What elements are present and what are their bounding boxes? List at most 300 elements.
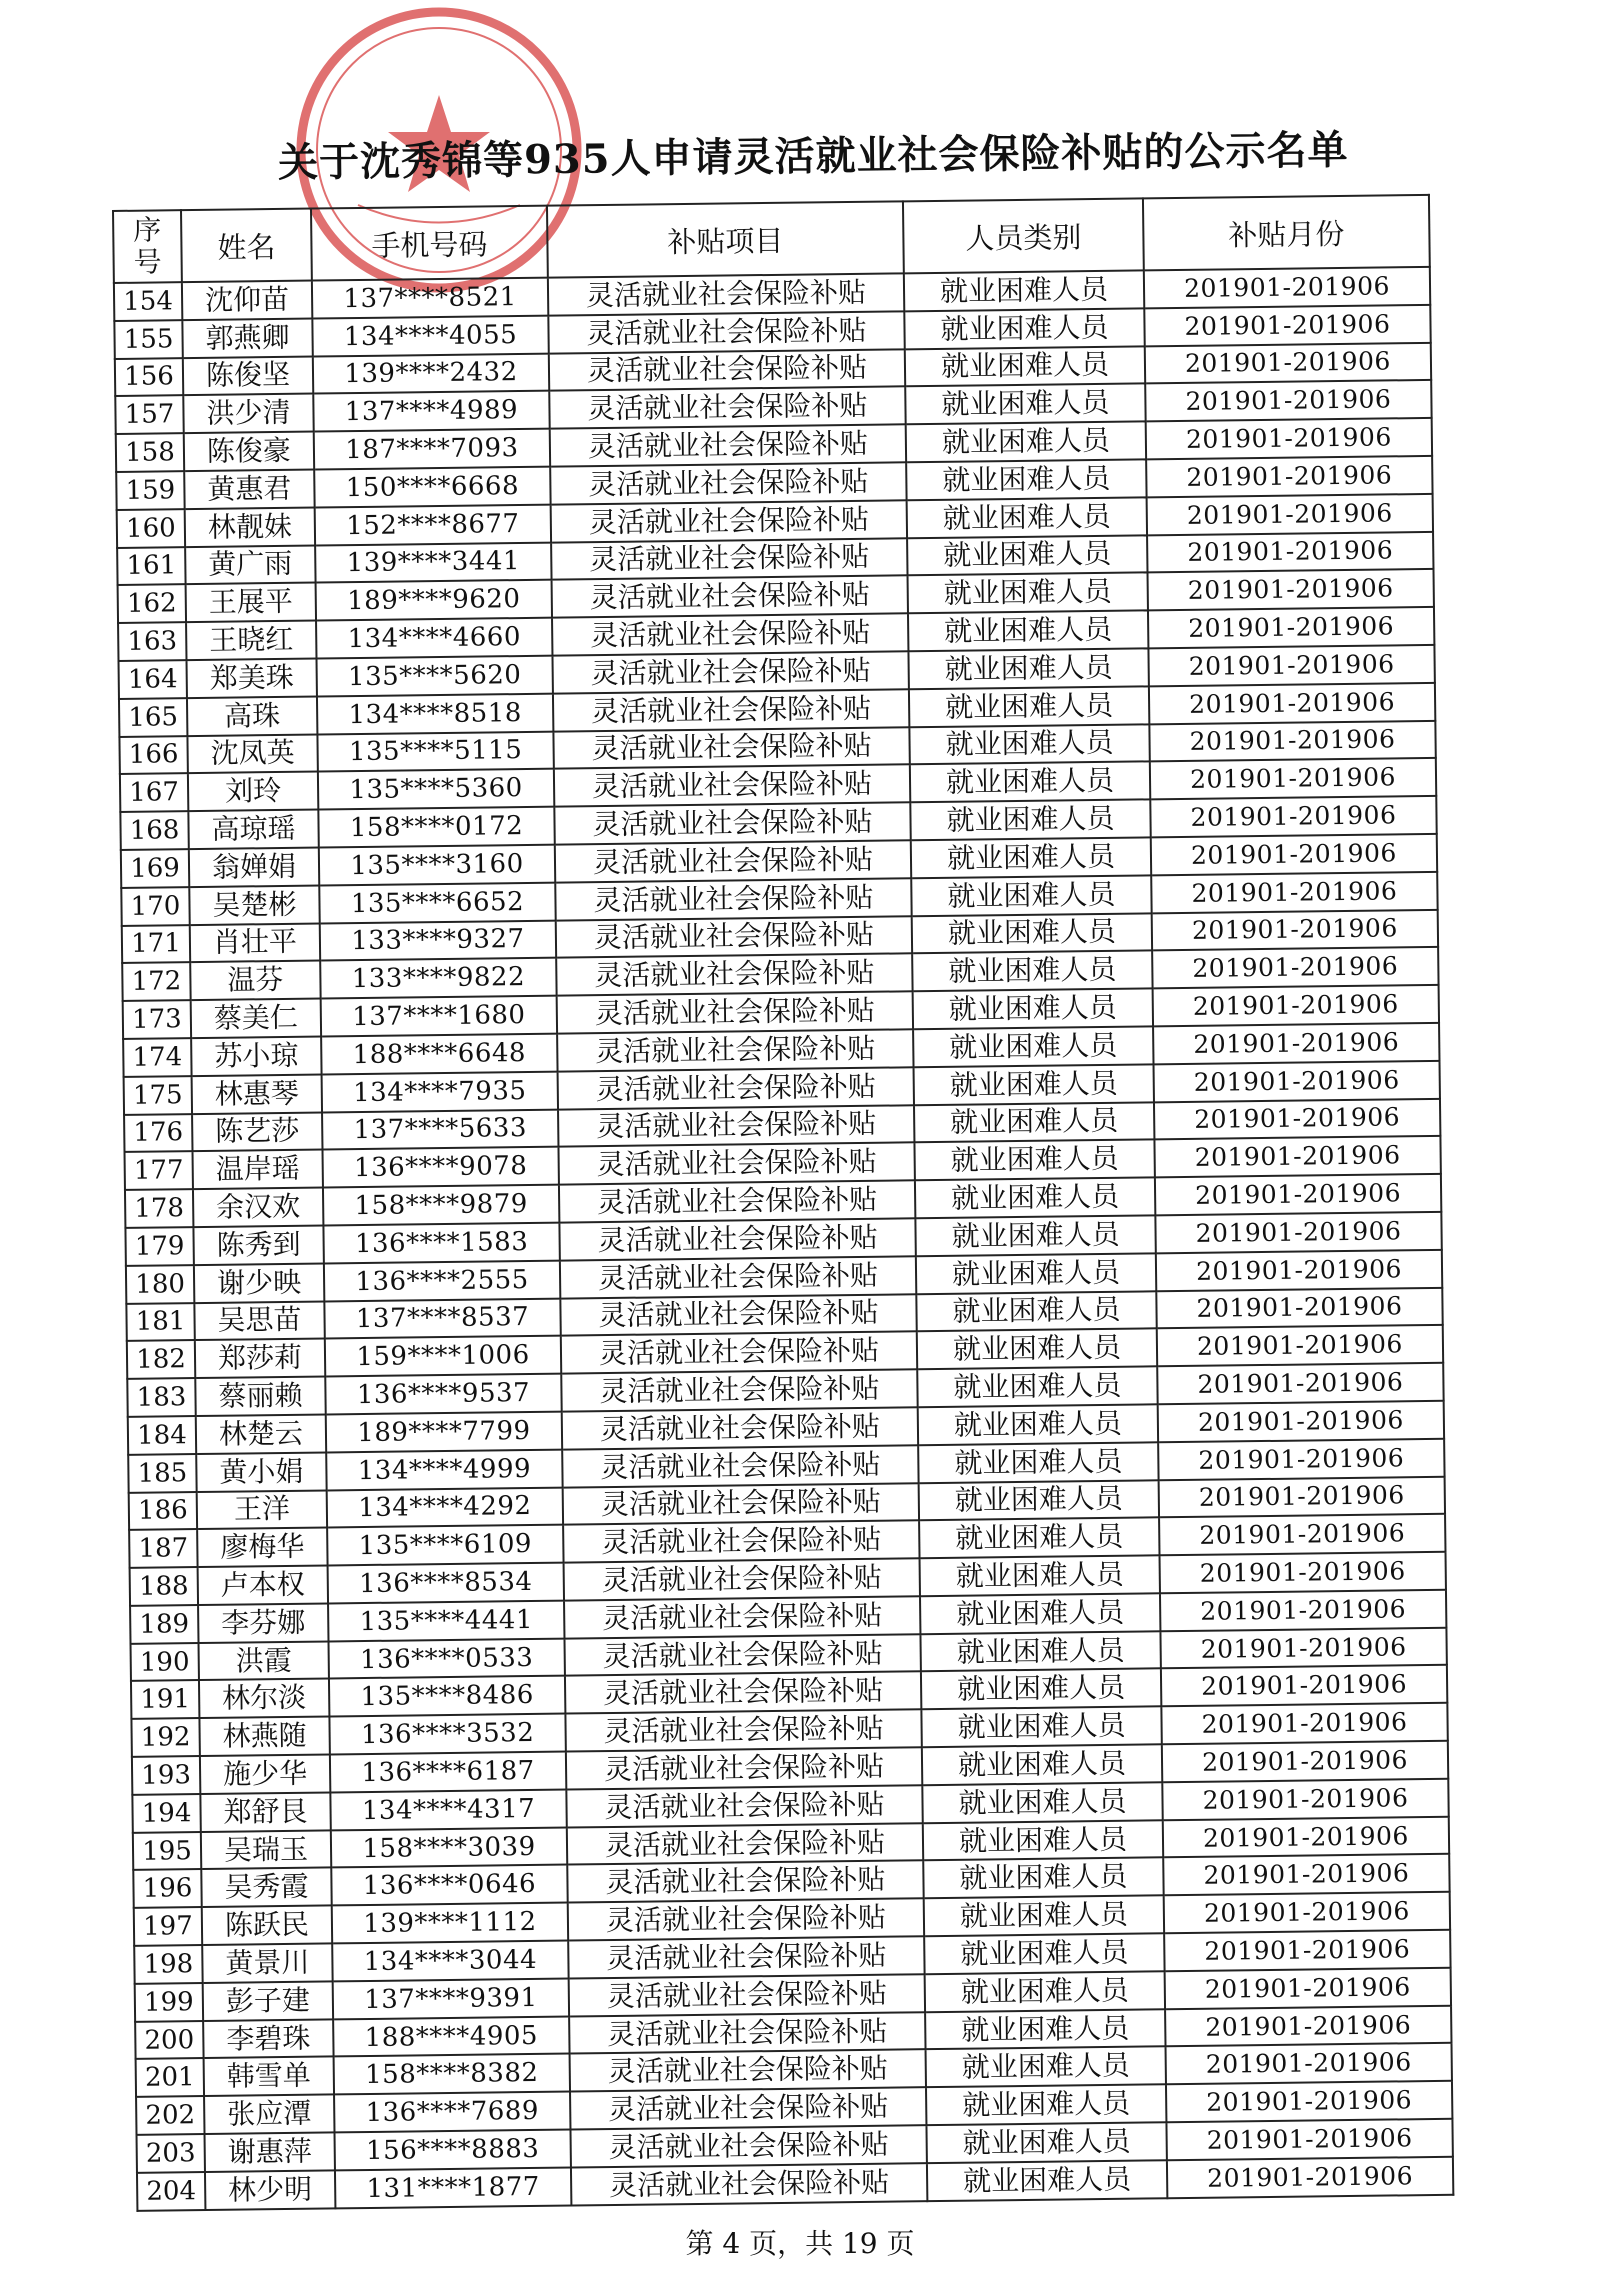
cell-phone: 135****6109 xyxy=(327,1525,563,1566)
cell-item: 灵活就业社会保险补贴 xyxy=(549,387,905,429)
cell-period: 201901-201906 xyxy=(1154,1136,1440,1177)
cell-item: 灵活就业社会保险补贴 xyxy=(558,1105,914,1147)
cell-item: 灵活就业社会保险补贴 xyxy=(552,651,908,693)
header-phone: 手机号码 xyxy=(311,206,548,281)
cell-name: 郑美珠 xyxy=(187,659,317,698)
cell-type: 就业困难人员 xyxy=(908,648,1148,689)
header-name: 姓名 xyxy=(181,209,312,283)
cell-period: 201901-201906 xyxy=(1161,1665,1447,1706)
cell-phone: 135****3160 xyxy=(319,845,555,886)
cell-phone: 131****1877 xyxy=(335,2167,571,2208)
cell-phone: 134****8518 xyxy=(317,693,553,734)
cell-phone: 134****4055 xyxy=(312,315,548,356)
cell-phone: 156****8883 xyxy=(335,2130,571,2171)
cell-name: 林惠琴 xyxy=(192,1074,322,1113)
cell-seq: 161 xyxy=(117,547,185,586)
cell-phone: 134****7935 xyxy=(322,1071,558,1112)
cell-item: 灵活就业社会保险补贴 xyxy=(555,840,911,882)
cell-seq: 197 xyxy=(134,1907,202,1946)
cell-name: 廖梅华 xyxy=(197,1528,327,1567)
header-period: 补贴月份 xyxy=(1143,195,1430,270)
cell-period: 201901-201906 xyxy=(1151,834,1437,875)
cell-seq: 168 xyxy=(120,811,188,850)
cell-phone: 158****9879 xyxy=(323,1185,559,1226)
cell-item: 灵活就业社会保险补贴 xyxy=(557,991,913,1033)
cell-type: 就业困难人员 xyxy=(908,611,1148,652)
cell-seq: 175 xyxy=(124,1076,192,1115)
cell-name: 沈凤英 xyxy=(187,734,317,773)
cell-period: 201901-201906 xyxy=(1147,531,1433,572)
cell-period: 201901-201906 xyxy=(1166,2119,1452,2160)
cell-name: 黄惠君 xyxy=(184,470,314,509)
cell-type: 就业困难人员 xyxy=(908,573,1148,614)
cell-period: 201901-201906 xyxy=(1153,1023,1439,1064)
cell-phone: 137****4989 xyxy=(313,391,549,432)
cell-seq: 193 xyxy=(132,1756,200,1795)
cell-type: 就业困难人员 xyxy=(916,1253,1156,1294)
cell-phone: 136****2555 xyxy=(324,1260,560,1301)
cell-period: 201901-201906 xyxy=(1167,2157,1453,2198)
cell-item: 灵活就业社会保险补贴 xyxy=(562,1445,918,1487)
cell-phone: 134****3044 xyxy=(332,1941,568,1982)
cell-name: 陈跃民 xyxy=(202,1906,332,1945)
cell-phone: 135****6652 xyxy=(319,882,555,923)
cell-period: 201901-201906 xyxy=(1155,1212,1441,1253)
cell-item: 灵活就业社会保险补贴 xyxy=(554,802,910,844)
cell-phone: 134****4999 xyxy=(326,1449,562,1490)
cell-period: 201901-201906 xyxy=(1146,456,1432,497)
cell-item: 灵活就业社会保险补贴 xyxy=(563,1483,919,1525)
cell-seq: 157 xyxy=(115,396,183,435)
cell-item: 灵活就业社会保险补贴 xyxy=(563,1521,919,1563)
cell-type: 就业困难人员 xyxy=(905,384,1145,425)
cell-seq: 171 xyxy=(122,925,190,964)
cell-seq: 203 xyxy=(137,2134,205,2173)
cell-type: 就业困难人员 xyxy=(923,1820,1163,1861)
cell-phone: 150****6668 xyxy=(314,467,550,508)
cell-type: 就业困难人员 xyxy=(915,1215,1155,1256)
cell-phone: 187****7093 xyxy=(314,429,550,470)
cell-type: 就业困难人员 xyxy=(912,951,1152,992)
cell-period: 201901-201906 xyxy=(1159,1476,1445,1517)
cell-phone: 139****1112 xyxy=(332,1903,568,1944)
cell-period: 201901-201906 xyxy=(1158,1439,1444,1480)
cell-type: 就业困难人员 xyxy=(926,2122,1166,2163)
cell-type: 就业困难人员 xyxy=(921,1707,1161,1748)
cell-phone: 136****7689 xyxy=(334,2092,570,2133)
cell-name: 吴楚彬 xyxy=(189,885,319,924)
cell-seq: 190 xyxy=(131,1643,199,1682)
cell-period: 201901-201906 xyxy=(1160,1590,1446,1631)
cell-name: 王展平 xyxy=(186,583,316,622)
cell-type: 就业困难人员 xyxy=(910,762,1150,803)
cell-name: 高珠 xyxy=(187,696,317,735)
roster-table-wrapper xyxy=(112,194,1452,2212)
cell-phone: 136****1583 xyxy=(323,1223,559,1264)
cell-period: 201901-201906 xyxy=(1152,947,1438,988)
cell-name: 吴思苗 xyxy=(194,1301,324,1340)
cell-item: 灵活就业社会保险补贴 xyxy=(569,2012,925,2054)
cell-item: 灵活就业社会保险补贴 xyxy=(548,311,904,353)
cell-period: 201901-201906 xyxy=(1147,494,1433,535)
cell-item: 灵活就业社会保险补贴 xyxy=(565,1672,921,1714)
cell-item: 灵活就业社会保险补贴 xyxy=(551,500,907,542)
cell-period: 201901-201906 xyxy=(1144,267,1430,308)
cell-item: 灵活就业社会保险补贴 xyxy=(567,1823,923,1865)
cell-period: 201901-201906 xyxy=(1161,1703,1447,1744)
cell-phone: 136****8534 xyxy=(328,1563,564,1604)
cell-name: 陈俊坚 xyxy=(183,356,313,395)
cell-phone: 135****5620 xyxy=(316,656,552,697)
cell-seq: 187 xyxy=(129,1529,197,1568)
cell-type: 就业困难人员 xyxy=(916,1291,1156,1332)
cell-name: 翁婵娟 xyxy=(189,847,319,886)
cell-name: 郑莎莉 xyxy=(195,1339,325,1378)
cell-name: 施少华 xyxy=(200,1755,330,1794)
cell-phone: 139****3441 xyxy=(315,542,551,583)
cell-period: 201901-201906 xyxy=(1156,1250,1442,1291)
cell-name: 林尔淡 xyxy=(199,1679,329,1718)
cell-type: 就业困难人员 xyxy=(906,422,1146,463)
cell-name: 肖壮平 xyxy=(190,923,320,962)
cell-type: 就业困难人员 xyxy=(911,875,1151,916)
cell-phone: 158****0172 xyxy=(318,807,554,848)
cell-period: 201901-201906 xyxy=(1152,909,1438,950)
cell-name: 黄小娟 xyxy=(196,1452,326,1491)
cell-item: 灵活就业社会保险补贴 xyxy=(561,1369,917,1411)
cell-name: 苏小琼 xyxy=(191,1036,321,1075)
cell-phone: 189****7799 xyxy=(326,1412,562,1453)
cell-type: 就业困难人员 xyxy=(904,308,1144,349)
cell-phone: 137****1680 xyxy=(321,996,557,1037)
cell-name: 王洋 xyxy=(197,1490,327,1529)
cell-type: 就业困难人员 xyxy=(909,724,1149,765)
cell-name: 李芬娜 xyxy=(198,1603,328,1642)
cell-item: 灵活就业社会保险补贴 xyxy=(567,1861,923,1903)
cell-period: 201901-201906 xyxy=(1154,1061,1440,1102)
cell-name: 郭燕卿 xyxy=(182,318,312,357)
cell-type: 就业困难人员 xyxy=(924,1933,1164,1974)
cell-name: 郑舒艮 xyxy=(200,1792,330,1831)
cell-period: 201901-201906 xyxy=(1156,1287,1442,1328)
cell-phone: 136****3532 xyxy=(329,1714,565,1755)
cell-item: 灵活就业社会保险补贴 xyxy=(552,576,908,618)
cell-seq: 154 xyxy=(114,282,182,321)
cell-period: 201901-201906 xyxy=(1148,645,1434,686)
cell-seq: 173 xyxy=(123,1000,191,1039)
cell-name: 李碧珠 xyxy=(203,2019,333,2058)
cell-name: 林楚云 xyxy=(196,1414,326,1453)
cell-period: 201901-201906 xyxy=(1148,607,1434,648)
cell-seq: 162 xyxy=(118,585,186,624)
table-body xyxy=(114,267,1453,2211)
cell-type: 就业困难人员 xyxy=(917,1366,1157,1407)
cell-phone: 188****6648 xyxy=(321,1034,557,1075)
cell-period: 201901-201906 xyxy=(1149,720,1435,761)
cell-name: 温岸瑶 xyxy=(193,1150,323,1189)
cell-type: 就业困难人员 xyxy=(914,1140,1154,1181)
cell-item: 灵活就业社会保险补贴 xyxy=(553,689,909,731)
cell-item: 灵活就业社会保险补贴 xyxy=(566,1747,922,1789)
cell-item: 灵活就业社会保险补贴 xyxy=(570,2125,926,2167)
cell-type: 就业困难人员 xyxy=(910,800,1150,841)
cell-seq: 165 xyxy=(119,698,187,737)
cell-period: 201901-201906 xyxy=(1155,1174,1441,1215)
cell-name: 陈俊豪 xyxy=(184,432,314,471)
cell-period: 201901-201906 xyxy=(1145,380,1431,421)
cell-seq: 155 xyxy=(114,320,182,359)
cell-type: 就业困难人员 xyxy=(925,1971,1165,2012)
cell-seq: 196 xyxy=(133,1870,201,1909)
cell-phone: 188****4905 xyxy=(333,2016,569,2057)
roster-table xyxy=(112,194,1454,2212)
cell-seq: 164 xyxy=(119,660,187,699)
cell-name: 洪少清 xyxy=(183,394,313,433)
cell-item: 灵活就业社会保险补贴 xyxy=(571,2163,927,2205)
cell-item: 灵活就业社会保险补贴 xyxy=(550,425,906,467)
cell-seq: 172 xyxy=(122,962,190,1001)
cell-seq: 179 xyxy=(125,1227,193,1266)
header-seq-line1: 序 xyxy=(133,213,162,247)
cell-name: 吴瑞玉 xyxy=(201,1830,331,1869)
cell-period: 201901-201906 xyxy=(1158,1401,1444,1442)
cell-seq: 178 xyxy=(125,1189,193,1228)
cell-item: 灵活就业社会保险补贴 xyxy=(568,1898,924,1940)
cell-phone: 152****8677 xyxy=(315,504,551,545)
cell-seq: 177 xyxy=(125,1151,193,1190)
cell-seq: 183 xyxy=(127,1378,195,1417)
cell-item: 灵活就业社会保险补贴 xyxy=(566,1785,922,1827)
cell-item: 灵活就业社会保险补贴 xyxy=(555,878,911,920)
cell-type: 就业困难人员 xyxy=(920,1631,1160,1672)
cell-name: 陈艺莎 xyxy=(192,1112,322,1151)
cell-period: 201901-201906 xyxy=(1146,418,1432,459)
cell-type: 就业困难人员 xyxy=(922,1744,1162,1785)
cell-phone: 137****8521 xyxy=(312,278,548,319)
cell-item: 灵活就业社会保险补贴 xyxy=(556,916,912,958)
cell-phone: 137****9391 xyxy=(333,1978,569,2019)
cell-name: 高琼瑶 xyxy=(188,810,318,849)
cell-item: 灵活就业社会保险补贴 xyxy=(552,613,908,655)
cell-type: 就业困难人员 xyxy=(913,988,1153,1029)
cell-seq: 163 xyxy=(118,622,186,661)
cell-phone: 136****0533 xyxy=(329,1638,565,1679)
cell-seq: 195 xyxy=(133,1832,201,1871)
cell-type: 就业困难人员 xyxy=(907,497,1147,538)
cell-phone: 158****8382 xyxy=(334,2054,570,2095)
header-seq xyxy=(113,210,182,283)
cell-phone: 133****9822 xyxy=(320,958,556,999)
cell-phone: 134****4317 xyxy=(330,1789,566,1830)
cell-seq: 200 xyxy=(135,2021,203,2060)
cell-seq: 180 xyxy=(126,1265,194,1304)
cell-name: 蔡丽赖 xyxy=(195,1377,325,1416)
cell-phone: 136****9537 xyxy=(325,1374,561,1415)
cell-type: 就业困难人员 xyxy=(905,346,1145,387)
cell-period: 201901-201906 xyxy=(1157,1363,1443,1404)
cell-seq: 166 xyxy=(119,736,187,775)
cell-name: 卢本权 xyxy=(198,1566,328,1605)
cell-period: 201901-201906 xyxy=(1163,1854,1449,1895)
cell-type: 就业困难人员 xyxy=(917,1329,1157,1370)
cell-seq: 156 xyxy=(115,358,183,397)
cell-seq: 160 xyxy=(117,509,185,548)
cell-type: 就业困难人员 xyxy=(914,1102,1154,1143)
cell-item: 灵活就业社会保险补贴 xyxy=(564,1558,920,1600)
cell-type: 就业困难人员 xyxy=(926,2085,1166,2126)
cell-seq: 158 xyxy=(116,433,184,472)
cell-name: 洪霞 xyxy=(199,1641,329,1680)
cell-item: 灵活就业社会保险补贴 xyxy=(564,1596,920,1638)
cell-period: 201901-201906 xyxy=(1157,1325,1443,1366)
cell-item: 灵活就业社会保险补贴 xyxy=(553,727,909,769)
cell-item: 灵活就业社会保险补贴 xyxy=(560,1256,916,1298)
cell-period: 201901-201906 xyxy=(1162,1741,1448,1782)
cell-seq: 167 xyxy=(120,773,188,812)
cell-name: 王晓红 xyxy=(186,621,316,660)
cell-period: 201901-201906 xyxy=(1154,1098,1440,1139)
cell-type: 就业困难人员 xyxy=(920,1555,1160,1596)
cell-type: 就业困难人员 xyxy=(919,1480,1159,1521)
cell-seq: 204 xyxy=(137,2172,205,2211)
cell-phone: 137****8537 xyxy=(324,1298,560,1339)
header-seq-line2: 号 xyxy=(133,245,162,279)
cell-name: 林燕随 xyxy=(199,1717,329,1756)
header-item: 补贴项目 xyxy=(547,201,904,277)
cell-item: 灵活就业社会保险补贴 xyxy=(550,462,906,504)
cell-seq: 185 xyxy=(128,1454,196,1493)
header-type: 人员类别 xyxy=(903,198,1144,273)
cell-item: 灵活就业社会保险补贴 xyxy=(549,349,905,391)
cell-type: 就业困难人员 xyxy=(912,913,1152,954)
cell-seq: 174 xyxy=(123,1038,191,1077)
cell-period: 201901-201906 xyxy=(1149,683,1435,724)
cell-period: 201901-201906 xyxy=(1162,1779,1448,1820)
cell-phone: 136****9078 xyxy=(322,1147,558,1188)
cell-type: 就业困难人员 xyxy=(909,686,1149,727)
cell-period: 201901-201906 xyxy=(1160,1627,1446,1668)
cell-seq: 176 xyxy=(124,1114,192,1153)
cell-period: 201901-201906 xyxy=(1150,796,1436,837)
cell-phone: 135****4441 xyxy=(328,1600,564,1641)
cell-seq: 170 xyxy=(121,887,189,926)
cell-item: 灵活就业社会保险补贴 xyxy=(556,954,912,996)
document-title: 关于沈秀锦等935人申请灵活就业社会保险补贴的公示名单 xyxy=(277,126,1349,187)
cell-name: 张应潭 xyxy=(204,2095,334,2134)
cell-seq: 159 xyxy=(116,471,184,510)
cell-seq: 184 xyxy=(128,1416,196,1455)
cell-phone: 134****4660 xyxy=(316,618,552,659)
cell-seq: 198 xyxy=(134,1945,202,1984)
cell-period: 201901-201906 xyxy=(1166,2081,1452,2122)
cell-name: 谢惠萍 xyxy=(205,2132,335,2171)
cell-item: 灵活就业社会保险补贴 xyxy=(557,1029,913,1071)
cell-type: 就业困难人员 xyxy=(920,1593,1160,1634)
cell-type: 就业困难人员 xyxy=(911,837,1151,878)
cell-period: 201901-201906 xyxy=(1165,1968,1451,2009)
cell-period: 201901-201906 xyxy=(1165,2005,1451,2046)
cell-type: 就业困难人员 xyxy=(921,1669,1161,1710)
cell-type: 就业困难人员 xyxy=(926,2047,1166,2088)
cell-phone: 135****5360 xyxy=(318,769,554,810)
cell-name: 温芬 xyxy=(190,961,320,1000)
cell-seq: 192 xyxy=(131,1718,199,1757)
cell-item: 灵活就业社会保险补贴 xyxy=(560,1294,916,1336)
cell-type: 就业困难人员 xyxy=(918,1442,1158,1483)
cell-type: 就业困难人员 xyxy=(923,1858,1163,1899)
cell-type: 就业困难人员 xyxy=(906,459,1146,500)
cell-seq: 182 xyxy=(127,1340,195,1379)
cell-period: 201901-201906 xyxy=(1164,1892,1450,1933)
cell-period: 201901-201906 xyxy=(1159,1514,1445,1555)
cell-item: 灵活就业社会保险补贴 xyxy=(564,1634,920,1676)
cell-item: 灵活就业社会保险补贴 xyxy=(558,1143,914,1185)
cell-type: 就业困难人员 xyxy=(925,2009,1165,2050)
cell-item: 灵活就业社会保险补贴 xyxy=(570,2050,926,2092)
cell-seq: 194 xyxy=(132,1794,200,1833)
cell-phone: 137****5633 xyxy=(322,1109,558,1150)
cell-item: 灵活就业社会保险补贴 xyxy=(561,1332,917,1374)
cell-phone: 158****3039 xyxy=(331,1827,567,1868)
cell-item: 灵活就业社会保险补贴 xyxy=(562,1407,918,1449)
cell-name: 沈仰苗 xyxy=(182,281,312,320)
cell-name: 林靓妹 xyxy=(185,507,315,546)
cell-name: 吴秀霞 xyxy=(201,1868,331,1907)
cell-type: 就业困难人员 xyxy=(922,1782,1162,1823)
cell-item: 灵活就业社会保险补贴 xyxy=(565,1710,921,1752)
cell-seq: 169 xyxy=(121,849,189,888)
cell-seq: 181 xyxy=(126,1303,194,1342)
cell-phone: 159****1006 xyxy=(325,1336,561,1377)
cell-item: 灵活就业社会保险补贴 xyxy=(551,538,907,580)
cell-period: 201901-201906 xyxy=(1164,1930,1450,1971)
cell-type: 就业困难人员 xyxy=(924,1896,1164,1937)
cell-name: 谢少映 xyxy=(194,1263,324,1302)
cell-phone: 136****6187 xyxy=(330,1752,566,1793)
cell-name: 彭子建 xyxy=(203,1981,333,2020)
cell-name: 韩雪单 xyxy=(204,2057,334,2096)
cell-period: 201901-201906 xyxy=(1166,2043,1452,2084)
cell-seq: 202 xyxy=(136,2096,204,2135)
cell-seq: 186 xyxy=(129,1492,197,1531)
cell-item: 灵活就业社会保险补贴 xyxy=(558,1067,914,1109)
cell-phone: 134****4292 xyxy=(327,1487,563,1528)
cell-name: 蔡美仁 xyxy=(191,999,321,1038)
cell-type: 就业困难人员 xyxy=(919,1518,1159,1559)
cell-period: 201901-201906 xyxy=(1148,569,1434,610)
cell-type: 就业困难人员 xyxy=(904,270,1144,311)
cell-type: 就业困难人员 xyxy=(914,1064,1154,1105)
cell-phone: 136****0646 xyxy=(331,1865,567,1906)
page-number: 第 4 页，共 19 页 xyxy=(685,2227,915,2260)
cell-type: 就业困难人员 xyxy=(915,1177,1155,1218)
cell-phone: 135****5115 xyxy=(317,731,553,772)
cell-name: 林少明 xyxy=(205,2170,335,2209)
cell-phone: 189****9620 xyxy=(316,580,552,621)
cell-seq: 188 xyxy=(130,1567,198,1606)
cell-item: 灵活就业社会保险补贴 xyxy=(559,1180,915,1222)
cell-seq: 199 xyxy=(135,1983,203,2022)
cell-period: 201901-201906 xyxy=(1160,1552,1446,1593)
cell-name: 余汉欢 xyxy=(193,1188,323,1227)
cell-seq: 191 xyxy=(131,1681,199,1720)
cell-phone: 139****2432 xyxy=(313,353,549,394)
cell-item: 灵活就业社会保险补贴 xyxy=(570,2087,926,2129)
cell-seq: 201 xyxy=(136,2058,204,2097)
cell-type: 就业困难人员 xyxy=(927,2160,1167,2201)
cell-phone: 133****9327 xyxy=(320,920,556,961)
cell-type: 就业困难人员 xyxy=(913,1026,1153,1067)
